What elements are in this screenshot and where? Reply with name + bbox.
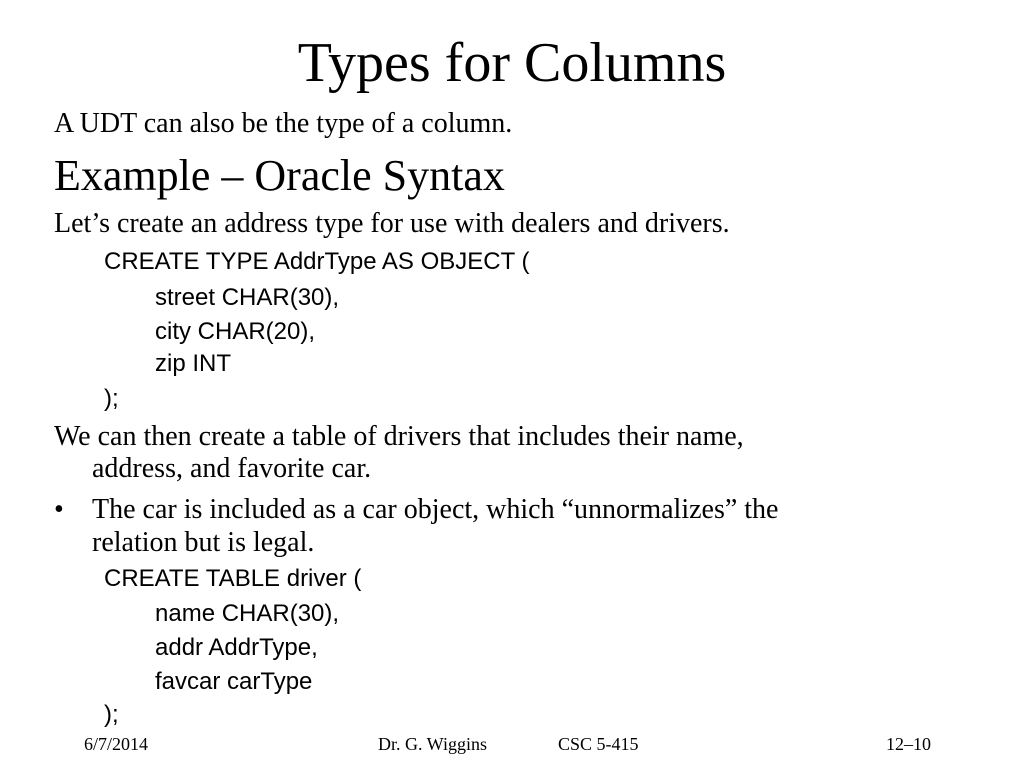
example-heading: Example – Oracle Syntax xyxy=(54,151,505,200)
footer-date: 6/7/2014 xyxy=(84,734,149,754)
footer-page-number: 12–10 xyxy=(886,734,931,754)
code-line: zip INT xyxy=(155,350,232,377)
drivers-text-line: We can then create a table of drivers that includes their name, xyxy=(54,421,744,452)
footer-course: CSC 5-415 xyxy=(558,734,639,754)
code-line: city CHAR(20), xyxy=(155,318,316,345)
address-intro-text: Let’s create an address type for use with dealers and drivers. xyxy=(54,208,730,239)
code-line: ); xyxy=(104,701,119,728)
code-line: addr AddrType, xyxy=(155,634,318,661)
footer-author: Dr. G. Wiggins xyxy=(378,734,487,754)
bullet-text-line: The car is included as a car object, which “unnormalizes” the xyxy=(92,494,779,525)
bullet-dot-icon: • xyxy=(54,494,64,525)
code-line: favcar carType xyxy=(155,668,313,695)
drivers-text-line: address, and favorite car. xyxy=(92,453,372,484)
code-line: name CHAR(30), xyxy=(155,600,340,627)
code-line: CREATE TABLE driver ( xyxy=(104,565,362,592)
code-line: street CHAR(30), xyxy=(155,284,340,311)
bullet-text-line: relation but is legal. xyxy=(92,527,315,558)
code-line: CREATE TYPE AddrType AS OBJECT ( xyxy=(104,248,530,275)
slide-title: Types for Columns xyxy=(297,32,727,94)
intro-text: A UDT can also be the type of a column. xyxy=(54,108,513,139)
code-line: ); xyxy=(104,385,119,412)
